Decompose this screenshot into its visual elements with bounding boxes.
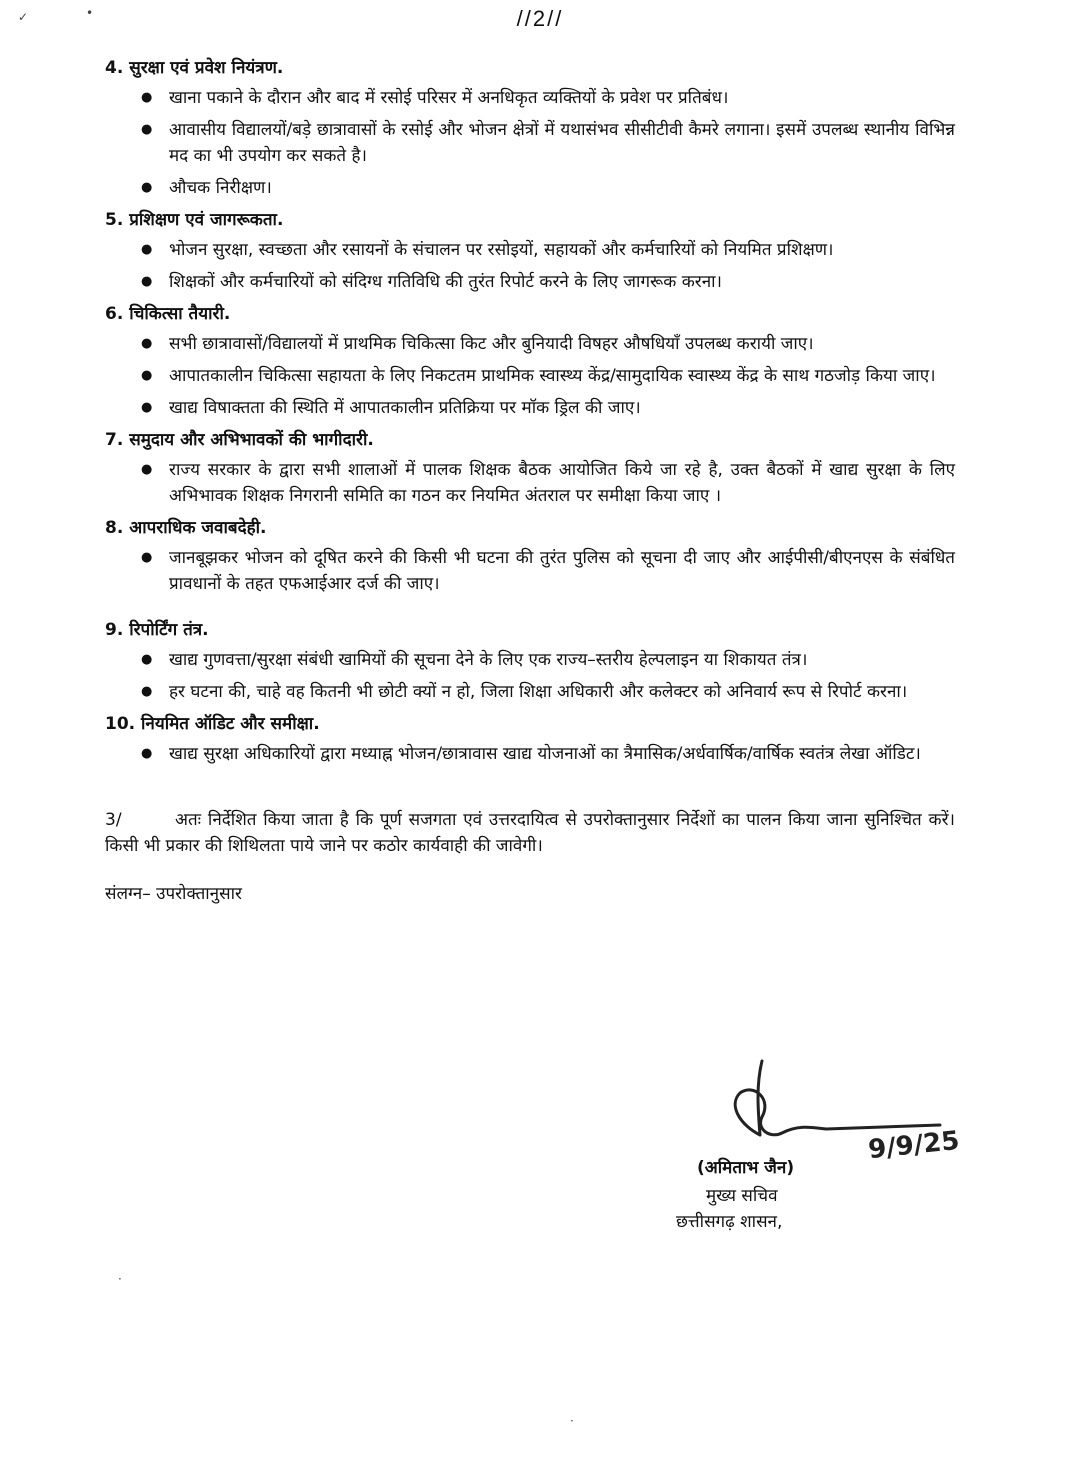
paragraph-number: 3/ <box>105 810 122 830</box>
section-title: 8. आपराधिक जवाबदेही. <box>105 518 267 538</box>
scan-mark: · <box>570 1414 574 1428</box>
section-criminal <box>105 515 955 597</box>
list-item: ● हर घटना की, चाहे वह कितनी भी छोटी क्यों न हो, जिला शिक्षा अधिकारी और कलेक्टर को अनिवार्य रूप से रिपोर्ट करना। <box>141 679 955 705</box>
scan-mark: ✓ <box>18 10 29 24</box>
list-item: ● आपातकालीन चिकित्सा सहायता के लिए निकटतम प्राथमिक स्वास्थ्य केंद्र/सामुदायिक स्वास्थ्य केंद्र के साथ गठजोड़ किया जाए। <box>141 363 955 389</box>
bullet-list <box>105 647 955 705</box>
list-item: ● सभी छात्रावासों/विद्यालयों में प्राथमिक चिकित्सा किट और बुनियादी विषहर औषधियाँ उपलब्ध करायी जाए। <box>141 331 955 357</box>
spacer <box>105 603 955 617</box>
signature-date: 9/9/25 <box>866 1125 961 1165</box>
closing-text: अतः निर्देशित किया जाता है कि पूर्ण सजगता एवं उत्तरदायित्व से उपरोक्तानुसार निर्देशों का पालन किया जाना सुनिश्चित करें। किसी भी प्रकार की शिथिलता पाये जाने पर कठोर कार्यवाही की जावेगी। <box>105 810 955 856</box>
signatory-office: छत्तीसगढ़ शासन, <box>676 1212 783 1232</box>
page-number: //2// <box>516 6 564 31</box>
list-item: ● भोजन सुरक्षा, स्वच्छता और रसायनों के संचालन पर रसोइयों, सहायकों और कर्मचारियों को नियमित प्रशिक्षण। <box>141 237 955 263</box>
section-title: 9. रिपोर्टिंग तंत्र. <box>105 620 209 640</box>
list-item: ● शिक्षकों और कर्मचारियों को संदिग्ध गतिविधि की तुरंत रिपोर्ट करने के लिए जागरूक करना। <box>141 269 955 295</box>
section-medical <box>105 301 955 421</box>
list-item: ● खाद्य सुरक्षा अधिकारियों द्वारा मध्याह्न भोजन/छात्रावास खाद्य योजनाओं का त्रैमासिक/अर्धवार्षिक/वार्षिक स्वतंत्र लेखा ऑडिट। <box>141 741 955 767</box>
bullet-list <box>105 331 955 421</box>
bullet-list <box>105 545 955 597</box>
enclosure-line: संलग्न– उपरोक्तानुसार <box>105 884 242 904</box>
section-title: 4. सुरक्षा एवं प्रवेश नियंत्रण. <box>105 58 284 78</box>
list-item: ● आवासीय विद्यालयों/बड़े छात्रावासों के रसोई और भोजन क्षेत्रों में यथासंभव सीसीटीवी कैमरे लगाना। इसमें उपलब्ध स्थानीय विभिन्न मद का भी उपयोग कर सकते है। <box>141 117 955 169</box>
section-training <box>105 207 955 295</box>
handwritten-signature <box>710 1055 970 1165</box>
signatory-designation: मुख्य सचिव <box>706 1186 778 1206</box>
bullet-list <box>105 237 955 295</box>
document-body <box>105 55 955 907</box>
section-title: 10. नियमित ऑडिट और समीक्षा. <box>105 714 320 734</box>
list-item: ● खाद्य विषाक्तता की स्थिति में आपातकालीन प्रतिक्रिया पर मॉक ड्रिल की जाए। <box>141 395 955 421</box>
signature-block <box>650 1055 980 1245</box>
section-audit <box>105 711 955 767</box>
section-community <box>105 427 955 509</box>
list-item: ● औचक निरीक्षण। <box>141 175 955 201</box>
list-item: ● खाद्य गुणवत्ता/सुरक्षा संबंधी खामियों की सूचना देने के लिए एक राज्य–स्तरीय हेल्पलाइन या शिकायत तंत्र। <box>141 647 955 673</box>
bullet-list <box>105 85 955 201</box>
signatory-name: (अमिताभ जैन) <box>697 1158 795 1178</box>
list-item: ● खाना पकाने के दौरान और बाद में रसोई परिसर में अनधिकृत व्यक्तियों के प्रवेश पर प्रतिबंध। <box>141 85 955 111</box>
section-security <box>105 55 955 201</box>
section-title: 7. समुदाय और अभिभावकों की भागीदारी. <box>105 430 374 450</box>
list-item: ● राज्य सरकार के द्वारा सभी शालाओं में पालक शिक्षक बैठक आयोजित किये जा रहे है, उक्त बैठकों में खाद्य सुरक्षा के लिए अभिभावक शिक्षक निगरानी समिति का गठन कर नियमित अंतराल पर समीक्षा किया जाए । <box>141 457 955 509</box>
bullet-list <box>105 457 955 509</box>
list-item: ● जानबूझकर भोजन को दूषित करने की किसी भी घटना की तुरंत पुलिस को सूचना दी जाए और आईपीसी/बीएनएस के संबंधित प्रावधानों के तहत एफआईआर दर्ज की जाए। <box>141 545 955 597</box>
bullet-list <box>105 741 955 767</box>
section-reporting <box>105 617 955 705</box>
section-title: 6. चिकित्सा तैयारी. <box>105 304 231 324</box>
closing-paragraph <box>105 807 955 859</box>
section-title: 5. प्रशिक्षण एवं जागरूकता. <box>105 210 284 230</box>
scan-mark: · <box>118 1272 122 1286</box>
scan-mark: • <box>86 6 94 20</box>
